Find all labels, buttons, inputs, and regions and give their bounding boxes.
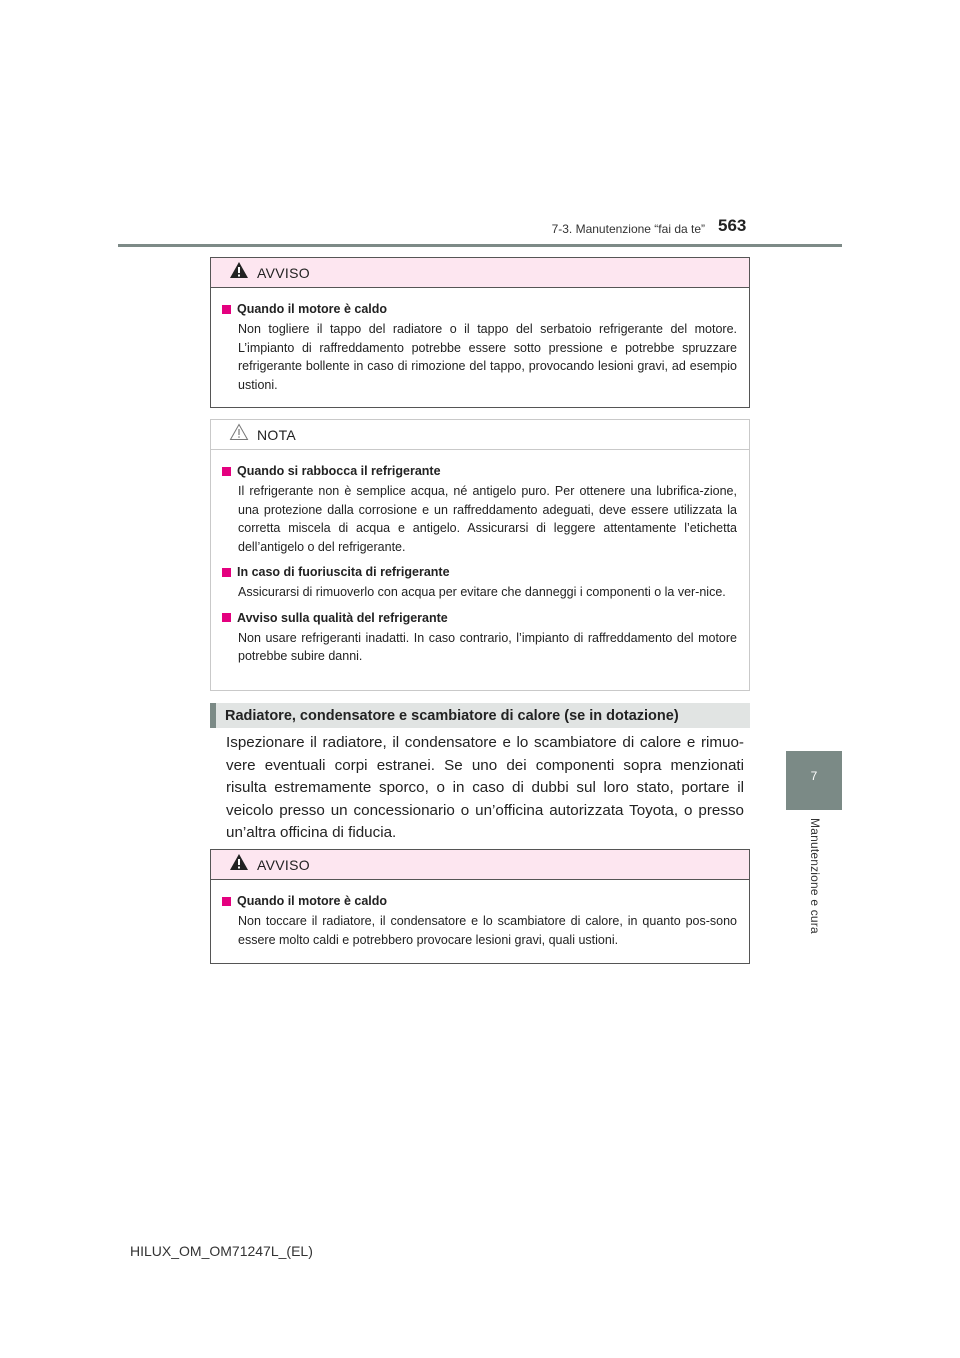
warning-box-radiator-hot	[210, 849, 750, 964]
note-item-text: Non usare refrigeranti inadatti. In caso contrario, l’impianto di raffreddamento del motore potrebbe subire danni.	[238, 630, 737, 663]
warning-box-title: AVVISO	[257, 264, 310, 281]
warning-box-header	[211, 258, 749, 288]
document-code: HILUX_OM_OM71247L_(EL)	[130, 1243, 313, 1259]
bullet-square-icon	[222, 613, 231, 622]
bullet-square-icon	[222, 467, 231, 476]
warning-item-heading: Quando il motore è caldo	[237, 894, 388, 908]
note-item-text: Assicurarsi di rimuoverlo con acqua per evitare che danneggi i componenti o la ver-nice.	[238, 585, 726, 599]
caution-triangle-outline-icon	[229, 423, 249, 446]
section-heading-text: Radiatore, condensatore e scambiatore di calore (se in dotazione)	[225, 707, 679, 724]
section-paragraph: Ispezionare il radiatore, il condensatore e lo scambiatore di calore e rimuo-vere eventuali corpi estranei. Se uno dei componenti sopra menzionati risulta estremamente sporco, o in caso di dubbi sul loro stato, portare il veicolo presso un concessionario o un’officina autorizzata Toyota, o presso un’altra officina di fiducia.	[226, 734, 744, 841]
section-heading	[210, 703, 750, 728]
warning-item-text: Non toccare il radiatore, il condensatore e lo scambiatore di calore, in quanto pos-sono essere molto caldi e potrebbero provocare lesioni gravi, quali ustioni.	[238, 914, 737, 947]
warning-box-title: AVVISO	[257, 856, 310, 873]
warning-item	[221, 300, 739, 394]
warning-item-heading: Quando il motore è caldo	[237, 302, 388, 316]
warning-item-text: Non togliere il tappo del radiatore o il tappo del serbatoio refrigerante del motore. L’impianto di raffreddamento potrebbe essere sotto pressione e potrebbe spruzzare refrigerante bollente in caso di rimozione del tappo, provocando lesioni gravi, ad esempio ustioni.	[238, 322, 737, 392]
note-item-heading: Quando si rabbocca il refrigerante	[237, 464, 441, 478]
warning-box-body	[211, 288, 749, 413]
note-item	[221, 609, 739, 666]
warning-box-header	[211, 850, 749, 880]
chapter-label: Manutenzione e cura	[808, 818, 822, 934]
note-item-text: Il refrigerante non è semplice acqua, né antigelo puro. Per ottenere una lubrifica-zione, una protezione dalla corrosione e un raffreddamento adeguati, deve essere utilizzata la corretta miscela di acqua e antigelo. Assicurarsi di leggere attentamente l’etichetta dell’antigelo o del refrigerante.	[238, 484, 737, 554]
note-box-header	[211, 420, 749, 450]
note-box-title: NOTA	[257, 426, 297, 443]
note-box-body	[211, 450, 749, 685]
warning-triangle-icon	[229, 261, 249, 284]
note-item	[221, 462, 739, 556]
warning-triangle-icon	[229, 853, 249, 876]
bullet-square-icon	[222, 568, 231, 577]
warning-box-hot-engine	[210, 257, 750, 408]
note-item	[221, 563, 739, 602]
page-number: 563	[718, 216, 747, 235]
bullet-square-icon	[222, 897, 231, 906]
section-breadcrumb: 7-3. Manutenzione “fai da te”	[551, 222, 705, 236]
warning-box-body	[211, 880, 749, 968]
chapter-number: 7	[810, 769, 818, 783]
chapter-tab	[786, 751, 842, 810]
bullet-square-icon	[222, 305, 231, 314]
warning-item	[221, 892, 739, 949]
header-divider	[118, 244, 842, 247]
note-box-coolant	[210, 419, 750, 691]
note-item-heading: Avviso sulla qualità del refrigerante	[237, 610, 448, 625]
note-item-heading: In caso di fuoriuscita di refrigerante	[237, 565, 450, 579]
